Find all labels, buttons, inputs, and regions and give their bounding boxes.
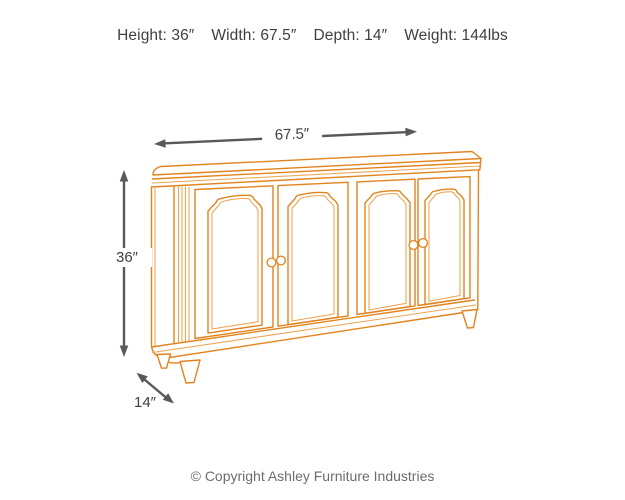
cabinet-leg xyxy=(157,354,171,368)
spec-height: Height: 36″ xyxy=(117,27,195,44)
depth-dimension-label: 14″ xyxy=(134,394,156,411)
door-knob xyxy=(277,256,286,265)
spec-depth: Depth: 14″ xyxy=(313,27,388,44)
height-dimension-label: 36″ xyxy=(102,248,152,267)
cabinet-illustration xyxy=(152,152,482,384)
width-dimension-label: 67.5″ xyxy=(262,124,323,146)
cabinet-leg xyxy=(462,310,477,329)
cabinet-leg xyxy=(180,360,200,383)
door-knob xyxy=(267,258,276,267)
spec-width: Width: 67.5″ xyxy=(211,27,297,44)
door-knob xyxy=(419,239,428,248)
door-knob xyxy=(409,241,418,250)
spec-weight: Weight: 144lbs xyxy=(404,27,508,44)
cabinet-top-surface xyxy=(153,152,481,176)
copyright-notice: © Copyright Ashley Furniture Industries xyxy=(190,468,435,484)
